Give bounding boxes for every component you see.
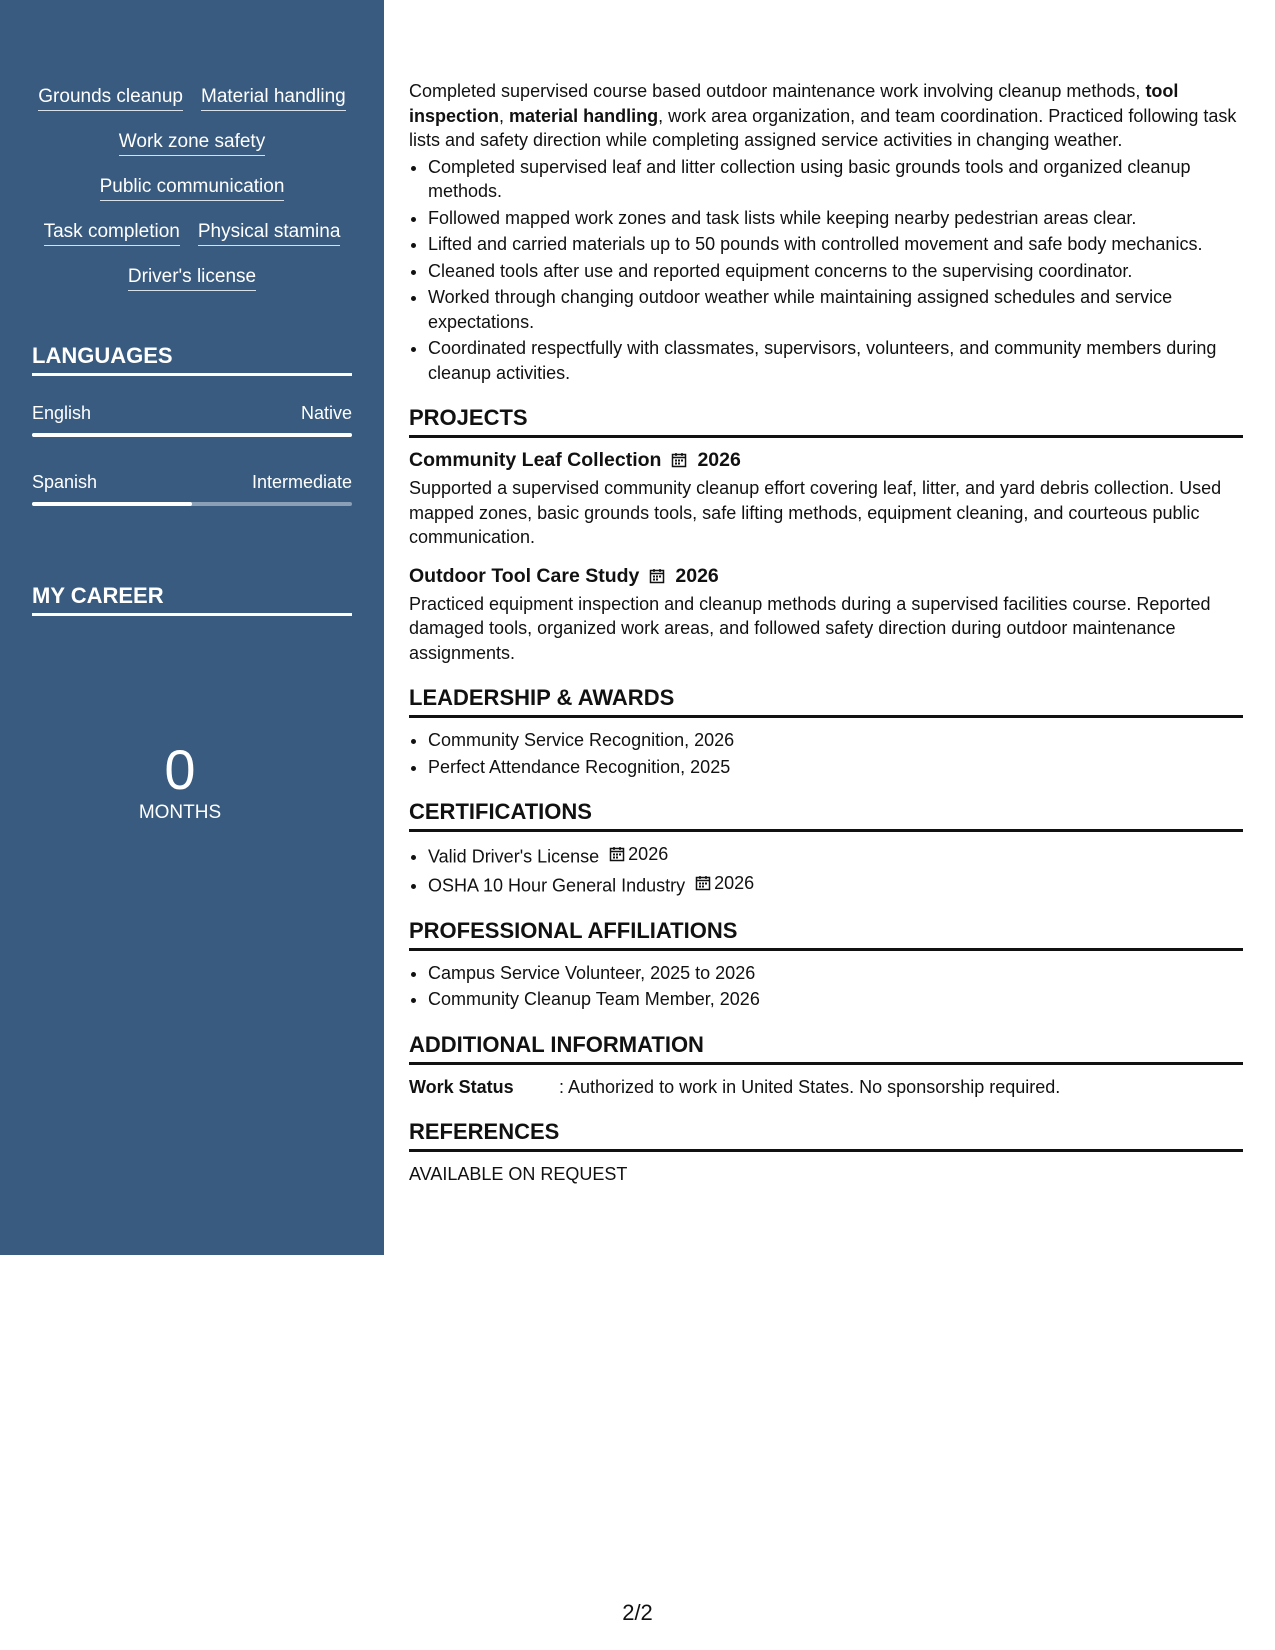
skill-row [32,176,352,221]
project-title: Outdoor Tool Care Study [409,564,640,587]
summary-paragraph [409,79,1243,153]
project-title: Community Leaf Collection [409,449,662,471]
certification-year: 2026 [714,872,755,893]
summary-highlight: material handling [509,105,659,126]
sidebar [0,0,384,1255]
list-item: • Community Service Recognition, 2026 [428,728,1243,753]
language-item [32,471,352,506]
language-level: Native [300,403,352,423]
project-year: 2026 [675,564,719,587]
experience-bullets [409,155,1243,386]
list-item: • Followed mapped work zones and task lists while keeping nearby pedestrian areas clear. [428,206,1243,231]
skill-row [32,86,352,131]
skill-tag: Public communication [100,176,285,201]
calendar-icon [609,846,625,862]
page-number: 2/2 [622,1600,653,1625]
list-item: • Community Cleanup Team Member, 2026 [428,987,1243,1012]
project-item [409,448,1243,550]
additional-info-heading: ADDITIONAL INFORMATION [409,1032,1243,1065]
language-proficiency-fill [32,433,352,437]
references-heading: REFERENCES [409,1119,1243,1152]
work-status-label: Work Status [409,1076,514,1097]
languages-heading: LANGUAGES [32,343,352,376]
summary-text: , [499,105,510,126]
summary-text: Completed supervised course based outdoor maintenance work involving cleanup methods, [409,81,1146,101]
list-item: • Perfect Attendance Recognition, 2025 [428,755,1243,780]
work-status-value: : Authorized to work in United States. No sponsorship required. [559,1076,1061,1097]
calendar-icon [649,568,665,584]
summary-highlight: tool inspection [409,81,1179,126]
affiliations-list [409,961,1243,1012]
affiliations-heading: PROFESSIONAL AFFILIATIONS [409,918,1243,951]
list-item: • Coordinated respectfully with classmates, supervisors, volunteers, and community members during cleanup activities. [428,336,1243,385]
projects-heading: PROJECTS [409,405,1243,438]
calendar-icon [695,875,711,891]
project-item [409,564,1243,666]
skill-tag: Driver's license [128,266,256,291]
language-proficiency-fill [32,502,192,506]
calendar-icon [671,452,687,468]
career-heading: MY CAREER [32,583,352,616]
skill-row [32,131,352,176]
list-item [428,842,1243,869]
project-description: Supported a supervised community cleanup effort covering leaf, litter, and yard debris collection. Used mapped zones, basic grounds tools, safe lifting methods, equipment cleaning, and courteous public communication. [409,478,1222,547]
career-months-unit: MONTHS [138,802,222,823]
references-text: AVAILABLE ON REQUEST [409,1164,628,1184]
list-item [428,871,1243,898]
certification-name: OSHA 10 Hour General Industry [428,875,686,895]
work-status-row [409,1075,1243,1100]
skills-list [32,86,352,311]
leadership-heading: LEADERSHIP & AWARDS [409,685,1243,718]
skill-tag: Material handling [201,86,346,111]
list-item: • Campus Service Volunteer, 2025 to 2026 [428,961,1243,986]
career-months-value: 0 [164,738,196,801]
certifications-list [409,842,1243,898]
skill-row [32,266,352,311]
project-description: Practiced equipment inspection and cleanup methods during a supervised facilities course. Reported damaged tools, organized work areas, and followed safety direction during outdoor maintenance assignments. [409,593,1211,663]
skill-tag: Work zone safety [119,131,265,156]
skill-tag: Grounds cleanup [38,86,183,111]
language-proficiency-bar [32,433,352,437]
certifications-heading: CERTIFICATIONS [409,799,1243,832]
list-item: • Worked through changing outdoor weather while maintaining assigned schedules and service expectations. [428,285,1243,334]
list-item: • Completed supervised leaf and litter collection using basic grounds tools and organized cleanup methods. [428,155,1243,204]
main-content [409,79,1243,1187]
language-item [32,402,352,437]
skill-row [32,221,352,266]
skill-tag: Task completion [44,221,180,246]
certification-name: Valid Driver's License [428,846,600,867]
language-proficiency-bar [32,502,352,506]
project-year: 2026 [697,449,741,471]
language-name: English [32,403,92,423]
language-level: Intermediate [251,472,352,492]
language-name: Spanish [32,472,98,492]
list-item: • Lifted and carried materials up to 50 pounds with controlled movement and safe body mechanics. [428,232,1243,257]
leadership-list [409,728,1243,779]
skill-tag: Physical stamina [198,221,341,246]
list-item: • Cleaned tools after use and reported equipment concerns to the supervising coordinator. [428,259,1243,284]
certification-year: 2026 [628,844,669,864]
summary-text: , work area organization, and team coordination. Practiced following task lists and safety direction while completing assigned service activities in changing weather. [409,105,1237,150]
